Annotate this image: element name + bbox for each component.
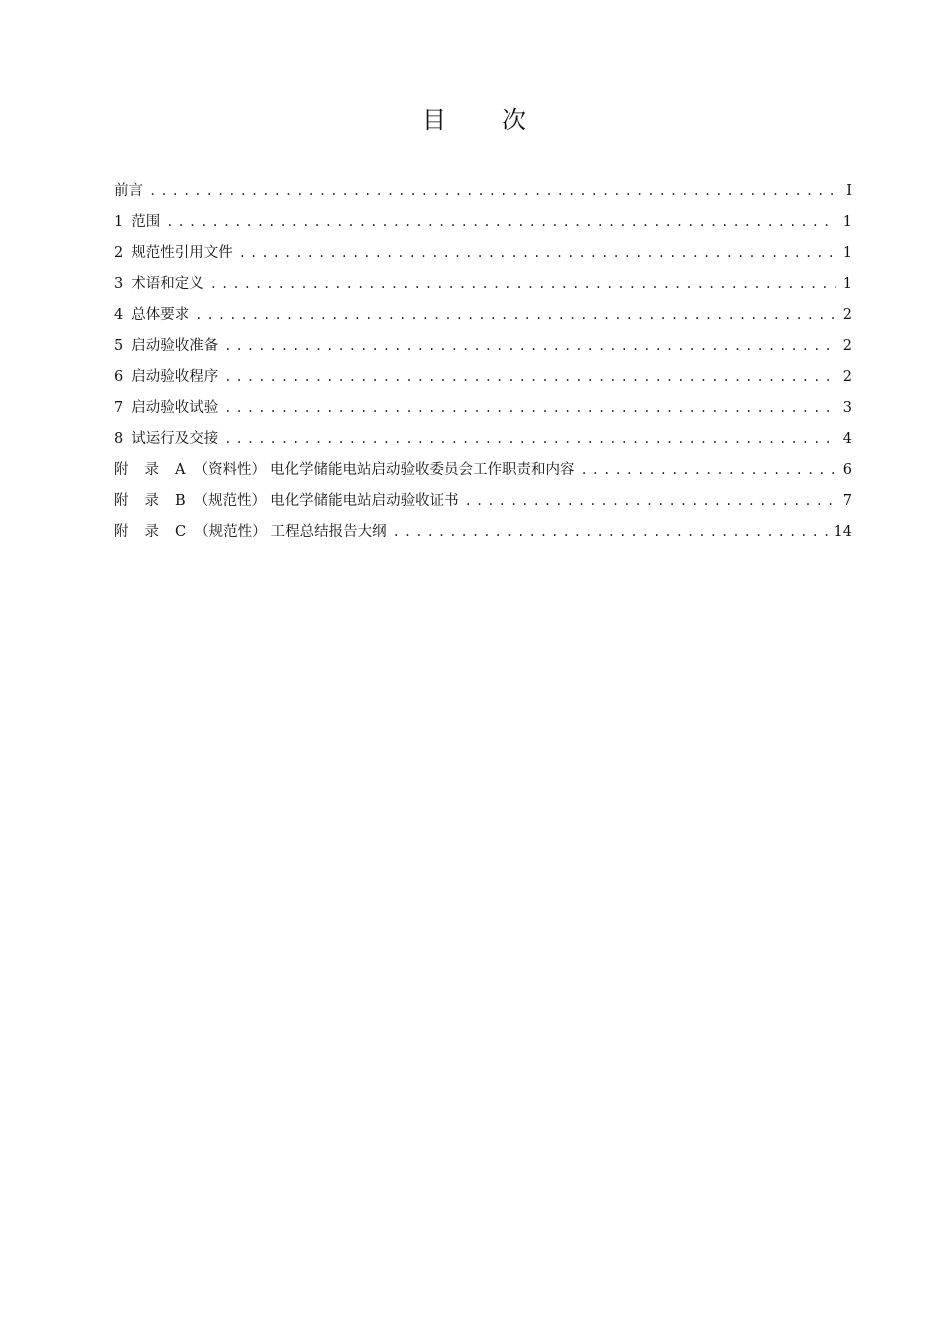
toc-entry-number: 1 (114, 214, 124, 230)
toc-leader-dots (210, 269, 836, 300)
appendix-word: 录 (144, 524, 159, 540)
toc-entry-label: 启动验收准备 (131, 338, 219, 354)
toc-entry-page: 2 (842, 307, 852, 323)
toc-leader-dots (580, 455, 836, 486)
title-char: 次 (502, 106, 528, 134)
toc-leader-dots (465, 486, 836, 517)
page-title (0, 100, 950, 135)
toc-entry-number: 8 (114, 431, 124, 447)
appendix-letter: A (175, 462, 186, 478)
toc-entry-label: 前言 (114, 183, 143, 199)
toc-entry-page: 2 (842, 369, 852, 385)
toc-entry-3[interactable] (114, 269, 852, 300)
appendix-title: 电化学储能电站启动验收证书 (270, 493, 459, 509)
toc-entry-foreword[interactable] (114, 176, 852, 207)
appendix-title: 工程总结报告大纲 (270, 524, 387, 540)
appendix-word: 附 (114, 524, 129, 540)
toc-entry-page: 1 (842, 276, 852, 292)
toc-leader-dots (195, 300, 836, 331)
toc-entry-label: 范围 (131, 214, 161, 230)
appendix-kind: （规范性） (193, 493, 267, 509)
toc-entry-6[interactable] (114, 362, 852, 393)
toc-entry-label: 试运行及交接 (131, 431, 219, 447)
toc-entry-appendix-b[interactable] (114, 486, 852, 517)
toc-entry-5[interactable] (114, 331, 852, 362)
toc-leader-dots (166, 207, 836, 238)
toc-entry-number: 2 (114, 245, 124, 261)
toc-leader-dots (224, 362, 836, 393)
appendix-word: 录 (144, 493, 159, 509)
appendix-kind: （规范性） (194, 524, 267, 540)
toc-leader-dots (239, 238, 836, 269)
toc-entry-label (114, 517, 387, 548)
toc-entry-label (114, 455, 574, 486)
appendix-kind: （资料性） (193, 462, 266, 478)
toc-leader-dots (224, 424, 836, 455)
appendix-letter: B (175, 493, 186, 509)
toc-entry-8[interactable] (114, 424, 852, 455)
toc-entry-page: 6 (842, 462, 852, 478)
toc-entry-4[interactable] (114, 300, 852, 331)
table-of-contents (114, 176, 852, 548)
toc-entry-page: 14 (833, 524, 852, 540)
toc-entry-page: 3 (842, 400, 852, 416)
toc-entry-1[interactable] (114, 207, 852, 238)
toc-entry-page: 1 (842, 214, 852, 230)
toc-entry-number: 5 (114, 338, 124, 354)
appendix-letter: C (175, 524, 187, 540)
toc-entry-label: 总体要求 (131, 307, 190, 323)
toc-entry-label: 术语和定义 (131, 276, 204, 292)
toc-entry-number: 3 (114, 276, 124, 292)
toc-entry-appendix-c[interactable] (114, 517, 852, 548)
toc-entry-page: 2 (842, 338, 852, 354)
toc-entry-appendix-a[interactable] (114, 455, 852, 486)
toc-entry-number: 4 (114, 307, 124, 323)
toc-entry-7[interactable] (114, 393, 852, 424)
appendix-word: 附 (114, 462, 129, 478)
toc-entry-label (114, 486, 459, 517)
toc-entry-label: 启动验收程序 (131, 369, 219, 385)
appendix-word: 录 (144, 462, 159, 478)
appendix-title: 电化学储能电站启动验收委员会工作职责和内容 (269, 462, 575, 478)
toc-leader-dots (224, 393, 836, 424)
toc-entry-number: 7 (114, 400, 124, 416)
toc-entry-2[interactable] (114, 238, 852, 269)
toc-entry-page: 4 (842, 431, 852, 447)
toc-entry-label: 规范性引用文件 (131, 245, 233, 261)
toc-entry-page: I (846, 183, 852, 199)
toc-leader-dots (393, 517, 828, 548)
toc-leader-dots (224, 331, 836, 362)
appendix-word: 附 (114, 493, 129, 509)
toc-entry-number: 6 (114, 369, 124, 385)
toc-entry-page: 7 (842, 493, 852, 509)
title-char: 目 (422, 106, 448, 134)
toc-leader-dots (149, 176, 836, 207)
toc-entry-label: 启动验收试验 (131, 400, 219, 416)
toc-entry-page: 1 (842, 245, 852, 261)
